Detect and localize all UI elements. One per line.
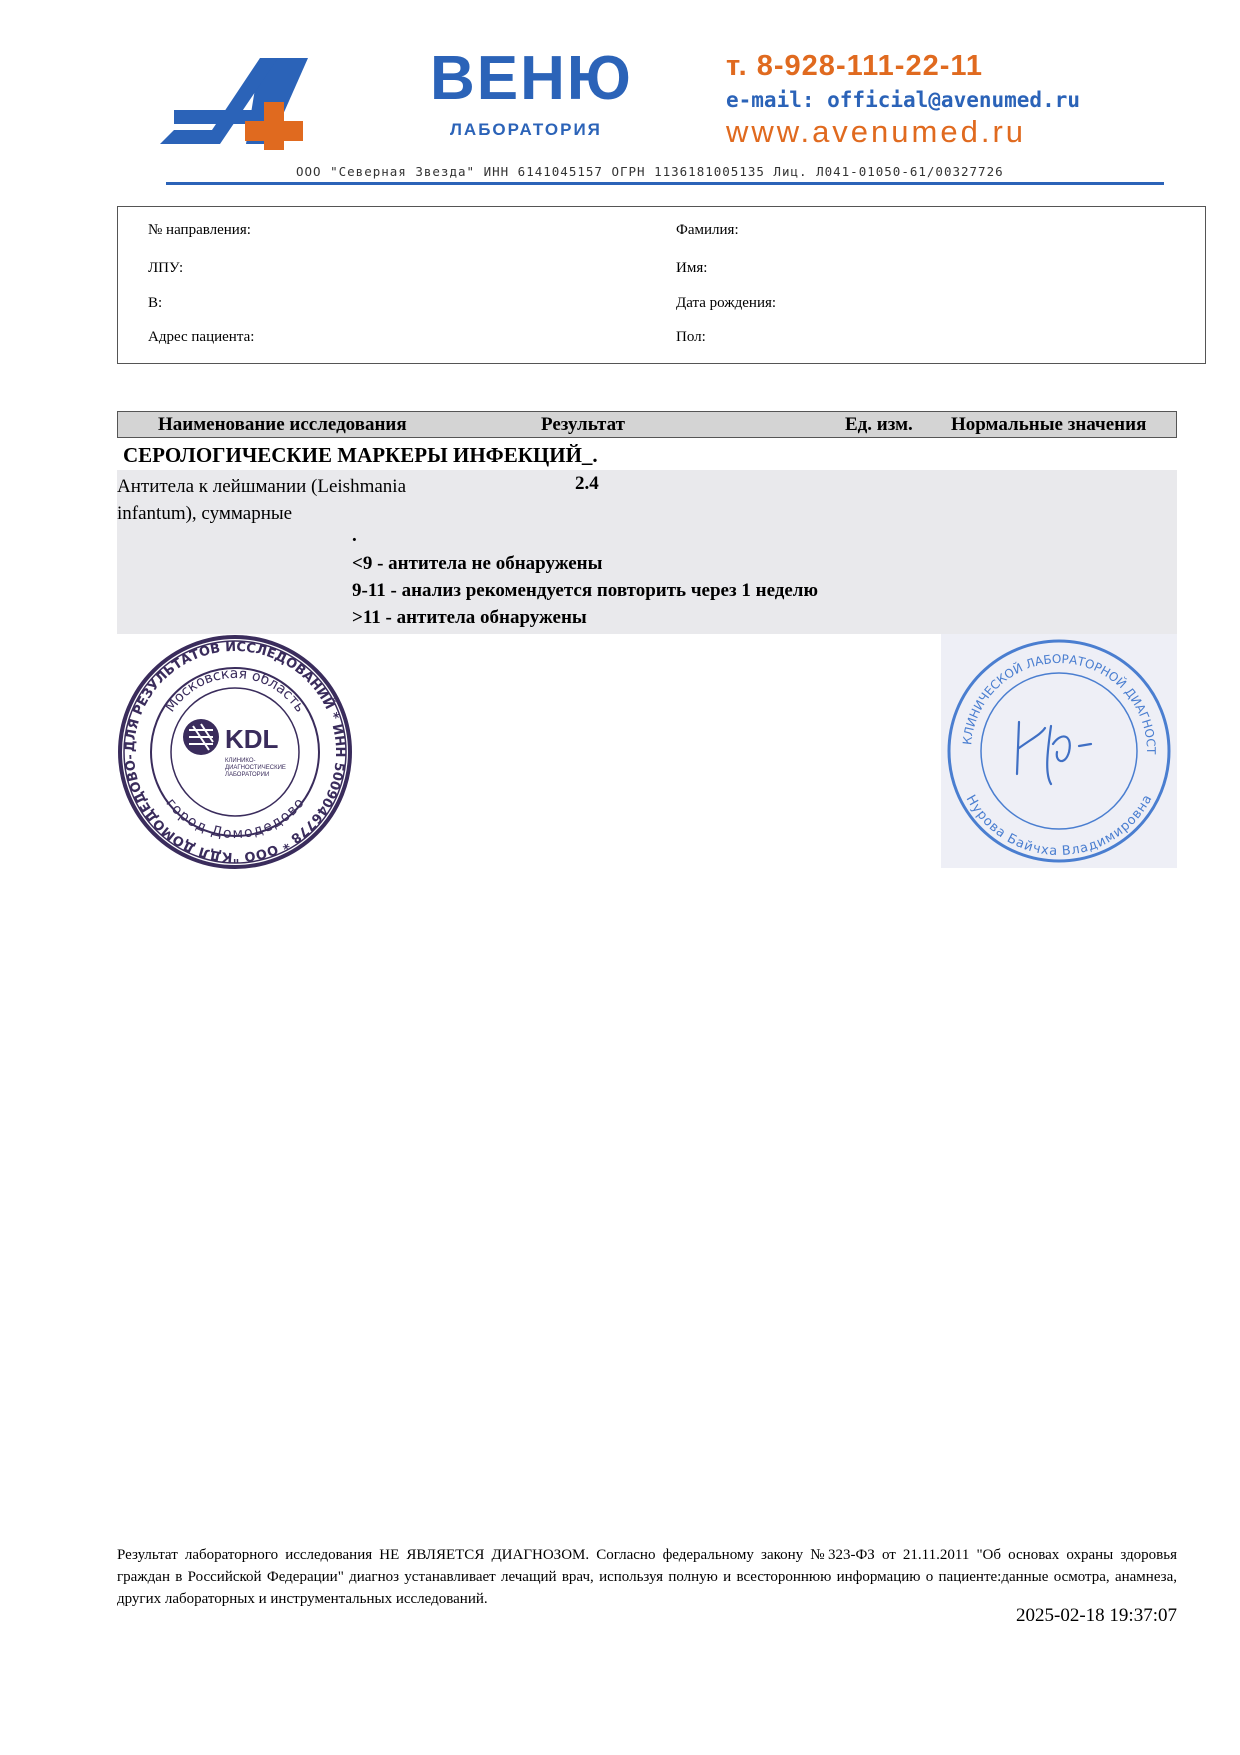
svg-text:Нурова Байчха Владимировна: [963, 793, 1156, 859]
stamp-right-doctor-name: Нурова Байчха Владимировна: [962, 792, 1156, 860]
stamp-left-outer-text: ДЛЯ РЕЗУЛЬТАТОВ ИССЛЕДОВАНИЙ * ИНН 5009046778 * ООО "КДЛ ДОМОДЕДОВО-: [122, 639, 348, 865]
stamp-right-title: КЛИНИЧЕСКОЙ ЛАБОРАТОРНОЙ ДИАГНОСТ: [960, 651, 1159, 755]
name-label: Имя:: [676, 260, 708, 276]
stamp-left-city: город Домодедово: [162, 795, 308, 843]
stamp-left-logo-sub2: ДИАГНОСТИЧЕСКИЕ: [225, 765, 286, 771]
section-title: СЕРОЛОГИЧЕСКИЕ МАРКЕРЫ ИНФЕКЦИЙ_.: [123, 443, 598, 467]
stamp-left-logo-sub1: КЛИНИКО-: [225, 758, 256, 764]
results-table-header: [117, 411, 1177, 438]
lab-logo-icon: [160, 40, 430, 150]
referral-label: № направления:: [148, 222, 251, 238]
lpu-label: ЛПУ:: [148, 260, 184, 276]
doctor-stamp: [941, 634, 1177, 868]
kdl-seal-icon: [117, 634, 353, 870]
svg-text:Московская область: [162, 666, 308, 715]
brand-subtitle: ЛАБОРАТОРИЯ: [450, 120, 602, 139]
doctor-seal-icon: [941, 634, 1177, 868]
column-reference: Нормальные значения: [951, 414, 1147, 435]
kdl-logo-icon: [183, 719, 219, 755]
reference-note-borderline: 9-11 - анализ рекомендуется повторить через 1 неделю: [352, 580, 818, 601]
address-label: Адрес пациента:: [148, 329, 255, 345]
contact-phone: т. 8-928-111-22-11: [726, 50, 984, 82]
company-details: ООО "Северная Звезда" ИНН 6141045157 ОГРН 1136181005135 Лиц. Л041-01050-61/00327726: [296, 164, 1004, 179]
column-units: Ед. изм.: [845, 414, 913, 435]
column-result: Результат: [541, 414, 625, 435]
stamp-left-logo-sub3: ЛАБОРАТОРИИ: [225, 772, 270, 778]
contact-email: e-mail: official@avenumed.ru: [726, 88, 1081, 112]
reference-note-positive: >11 - антитела обнаружены: [352, 607, 587, 628]
v-label: В:: [148, 295, 163, 311]
disclaimer-text: Результат лабораторного исследования НЕ ЯВЛЯЕТСЯ ДИАГНОЗОМ. Согласно федеральному закону №323-ФЗ от 21.11.2011 "Об основах охраны здоровья граждан в Российской Федерации" диагноз устанавливает лечащий врач, используя полную и всестороннюю информацию о пациенте:данные осмотра, анамнеза, других лабораторных и инструментальных исследований.: [117, 1547, 1177, 1607]
reference-note-dot: .: [352, 525, 357, 546]
patient-info-box: [117, 206, 1206, 364]
column-test-name: Наименование исследования: [158, 414, 407, 435]
lab-header: [160, 40, 1160, 190]
organization-stamp: [117, 634, 353, 870]
dob-label: Дата рождения:: [676, 295, 777, 311]
test-result-value: 2.4: [575, 473, 599, 494]
stamp-left-logo-text: KDL: [225, 724, 279, 754]
header-divider: [166, 182, 1164, 185]
contact-website: www.avenumed.ru: [726, 114, 1027, 149]
reference-note-negative: <9 - антитела не обнаружены: [352, 553, 603, 574]
sex-label: Пол:: [676, 329, 706, 345]
test-name-line1: Антитела к лейшмании (Leishmania: [117, 476, 406, 497]
brand-name: ВЕНЮ: [430, 44, 633, 113]
test-name: [117, 473, 457, 527]
signature-icon: [1017, 722, 1091, 784]
table-row: [117, 470, 1177, 634]
surname-label: Фамилия:: [676, 222, 739, 238]
stamp-left-region: Московская область: [162, 665, 308, 716]
test-name-line2: infantum), суммарные: [117, 503, 293, 524]
report-timestamp: 2025-02-18 19:37:07: [1016, 1605, 1177, 1626]
